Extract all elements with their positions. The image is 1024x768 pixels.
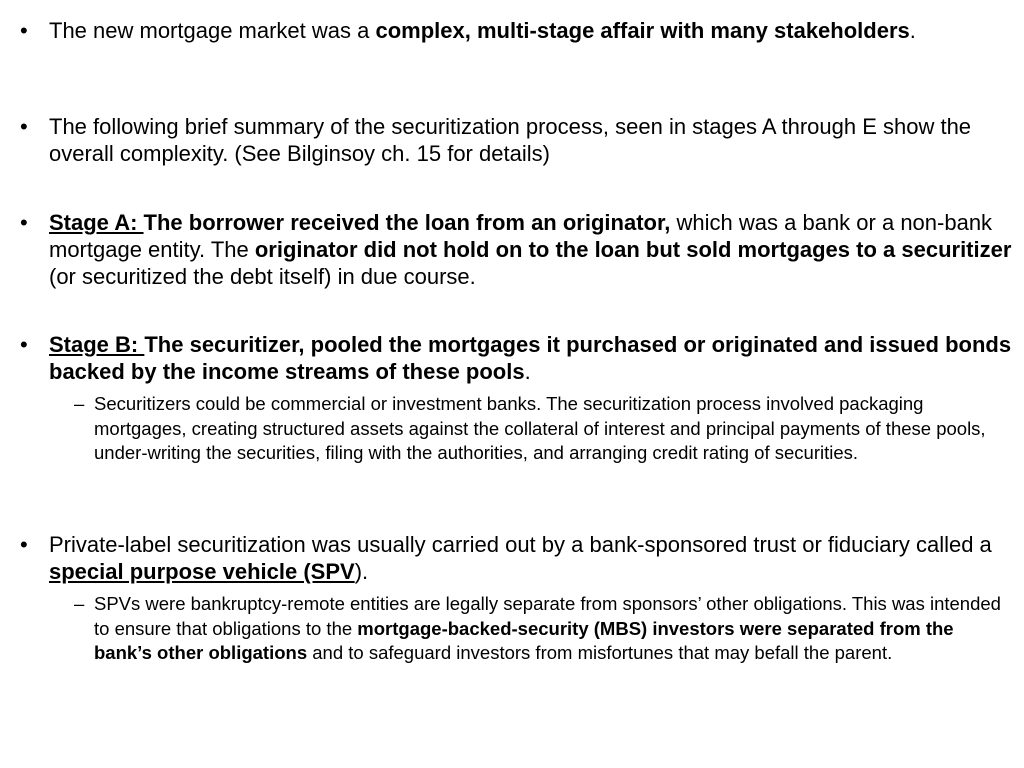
- text-run: ).: [354, 559, 369, 584]
- text-run: .: [524, 359, 531, 384]
- bullet-item-1: [20, 17, 1012, 44]
- bullet-item-4: [20, 331, 1012, 385]
- bullet-text: [49, 331, 1012, 385]
- text-run: .: [909, 18, 916, 43]
- text-run-bold: The securitizer, pooled the mortgages it purchased or originated and issued bonds backed by the income streams of these pools: [49, 332, 1012, 384]
- bullet-icon: •: [20, 210, 28, 235]
- text-run: which was a bank or a non-bank mortgage entity. The: [49, 210, 993, 262]
- sub-bullet-item-4-1: [74, 392, 1004, 466]
- text-run: SPVs were bankruptcy-remote entities are legally separate from sponsors’ other obligations. This was intended to ensure that obligations to the: [94, 593, 1001, 639]
- bullet-text: [49, 531, 1012, 585]
- bullet-text: The following brief summary of the securitization process, seen in stages A through E show the overall complexity. (See Bilginsoy ch. 15 for details): [49, 114, 972, 166]
- stage-b-label: Stage B:: [49, 332, 145, 357]
- bullet-icon: •: [20, 532, 28, 557]
- sub-bullet-item-5-1: [74, 592, 1004, 666]
- sub-bullet-text: Securitizers could be commercial or investment banks. The securitization process involved packaging mortgages, creating structured assets against the collateral of interest and principal payments of these pools, under-writing the securities, filing with the authorities, and arranging credit rating of securities.: [94, 393, 986, 463]
- bullet-text: [49, 17, 1012, 44]
- sub-bullet-text: [94, 592, 1004, 666]
- text-run: Private-label securitization was usually carried out by a bank-sponsored trust or fiduciary called a: [49, 532, 992, 557]
- text-run: The new mortgage market was a: [49, 18, 376, 43]
- bullet-item-3: [20, 209, 1012, 290]
- dash-icon: –: [74, 393, 85, 414]
- bullet-icon: •: [20, 332, 28, 357]
- stage-a-label: Stage A:: [49, 210, 144, 235]
- bullet-item-2: [20, 113, 1012, 167]
- bullet-icon: •: [20, 18, 28, 43]
- text-run-bold: complex, multi-stage affair with many stakeholders: [375, 18, 910, 43]
- spv-term: special purpose vehicle (SPV: [49, 559, 355, 584]
- text-run: (or securitized the debt itself) in due course.: [49, 264, 476, 289]
- bullet-item-5: [20, 531, 1012, 585]
- text-run-bold: originator did not hold on to the loan but sold mortgages to a securitizer: [254, 237, 1012, 262]
- dash-icon: –: [74, 593, 85, 614]
- text-run-bold: The borrower received the loan from an originator,: [143, 210, 671, 235]
- text-run: and to safeguard investors from misfortunes that may befall the parent.: [307, 642, 893, 663]
- bullet-text: [49, 209, 1012, 290]
- text-run-bold: mortgage-backed-security (MBS) investors were separated from the bank’s other obligations: [94, 617, 954, 663]
- bullet-icon: •: [20, 114, 28, 139]
